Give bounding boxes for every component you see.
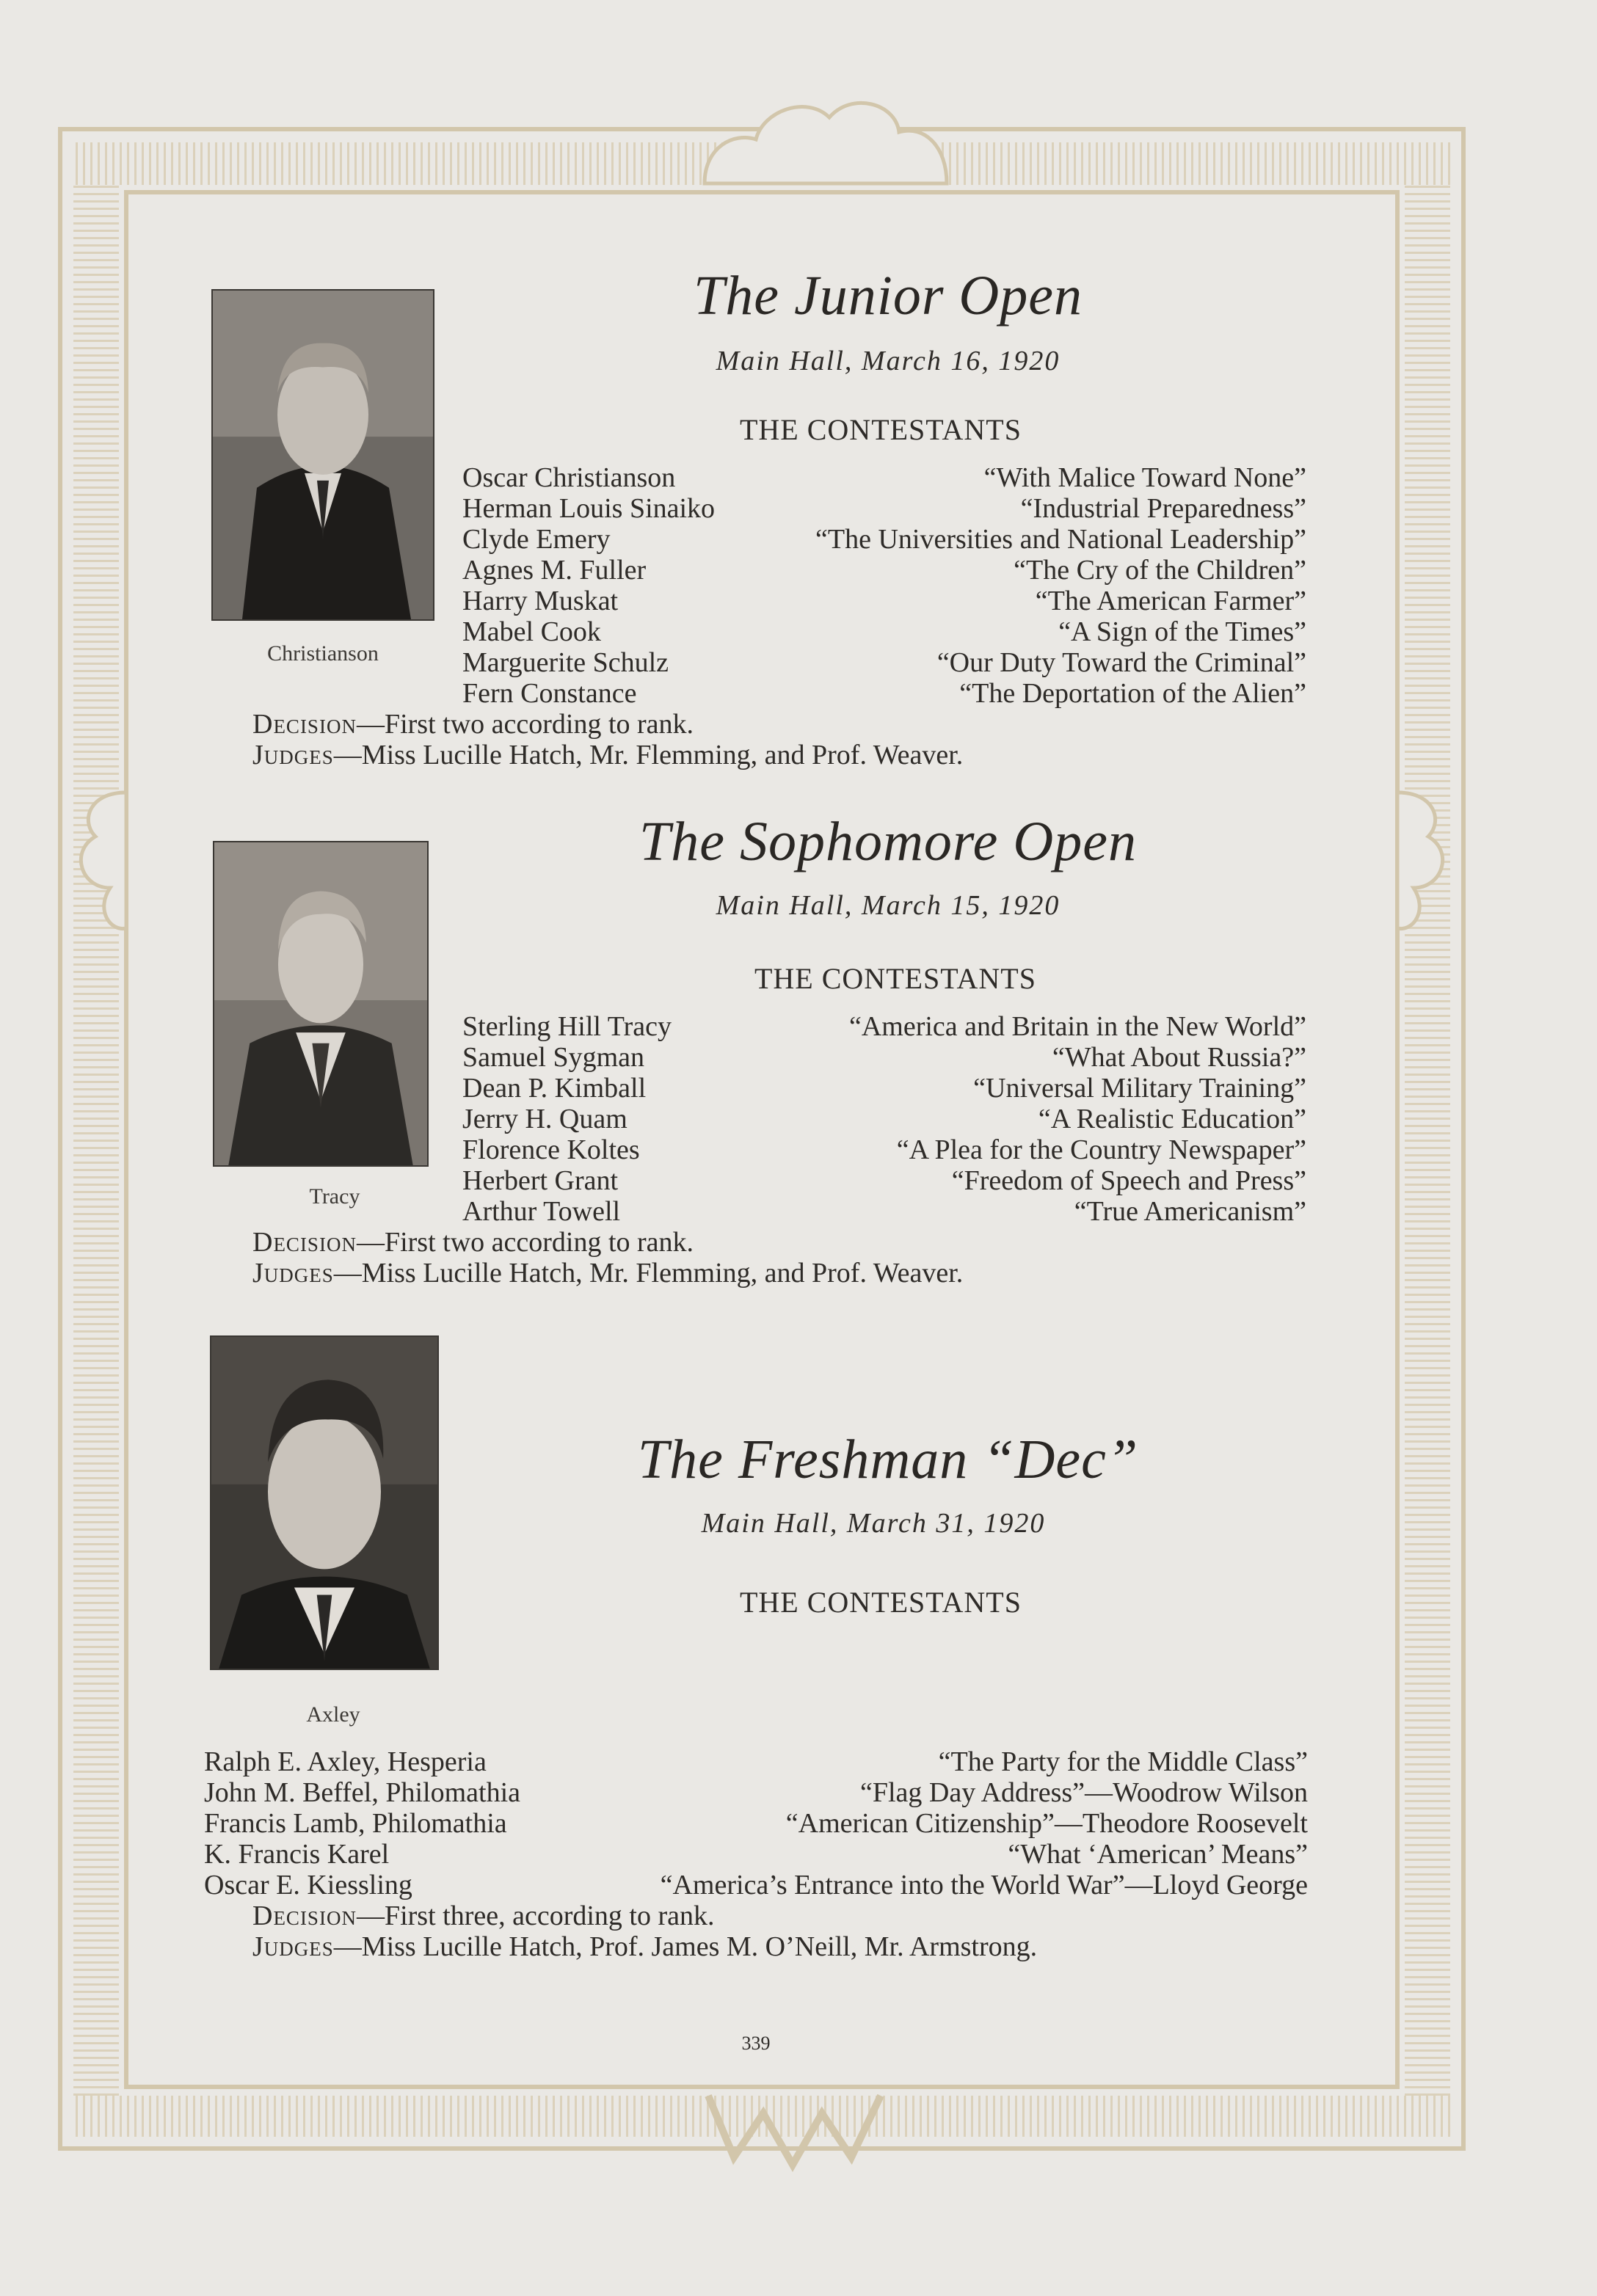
contestant-name: Florence Koltes bbox=[462, 1134, 640, 1165]
decision-text: —First two according to rank. bbox=[356, 709, 694, 740]
speech-title: “The Party for the Middle Class” bbox=[938, 1746, 1308, 1777]
contestants-heading: THE CONTESTANTS bbox=[739, 1586, 1022, 1619]
contestant-row bbox=[462, 647, 1306, 678]
decision-text: —First three, according to rank. bbox=[356, 1900, 715, 1931]
section-title: The Junior Open bbox=[693, 265, 1083, 327]
speech-title: “Flag Day Address”—Woodrow Wilson bbox=[859, 1777, 1308, 1808]
contestant-name: Agnes M. Fuller bbox=[462, 555, 647, 586]
contestant-name: Sterling Hill Tracy bbox=[462, 1011, 672, 1042]
contestant-row bbox=[462, 1104, 1306, 1134]
contestant-name: Oscar Christianson bbox=[462, 462, 676, 493]
contestant-name: Harry Muskat bbox=[462, 586, 619, 616]
contestant-row bbox=[204, 1777, 1308, 1808]
contestant-row bbox=[462, 524, 1306, 555]
contestant-name: Ralph E. Axley, Hesperia bbox=[204, 1746, 487, 1777]
judges-label: Judges bbox=[252, 1931, 334, 1962]
contestant-row bbox=[462, 493, 1306, 524]
contestant-row bbox=[462, 616, 1306, 647]
contestant-row bbox=[462, 555, 1306, 586]
portrait-photo-axley bbox=[210, 1335, 439, 1670]
section-title: The Freshman “Dec” bbox=[637, 1429, 1139, 1490]
contestant-name: Samuel Sygman bbox=[462, 1042, 645, 1073]
decision-label: Decision bbox=[252, 709, 357, 740]
judges-line bbox=[252, 740, 963, 770]
contestant-name: Dean P. Kimball bbox=[462, 1073, 647, 1104]
contestant-row bbox=[462, 462, 1306, 493]
contestant-row bbox=[204, 1839, 1308, 1870]
contestant-name: K. Francis Karel bbox=[204, 1839, 390, 1870]
event-venue-date: Main Hall, March 31, 1920 bbox=[701, 1508, 1046, 1539]
contestant-name: Fern Constance bbox=[462, 678, 637, 709]
speech-title: “America and Britain in the New World” bbox=[848, 1011, 1306, 1042]
contestants-heading: THE CONTESTANTS bbox=[739, 413, 1022, 446]
speech-title: “A Realistic Education” bbox=[1038, 1104, 1306, 1134]
contestant-row bbox=[462, 1011, 1306, 1042]
speech-title: “America’s Entrance into the World War”—Lloyd George bbox=[660, 1870, 1308, 1900]
speech-title: “The Universities and National Leadership” bbox=[815, 524, 1306, 555]
contestant-name: Mabel Cook bbox=[462, 616, 601, 647]
decision-text: —First two according to rank. bbox=[356, 1227, 694, 1258]
decision-line bbox=[252, 1227, 694, 1258]
contestant-row bbox=[204, 1808, 1308, 1839]
page-number: 339 bbox=[741, 2033, 771, 2054]
contestant-row bbox=[204, 1746, 1308, 1777]
judges-text: —Miss Lucille Hatch, Mr. Flemming, and Prof. Weaver. bbox=[333, 1258, 964, 1289]
decision-label: Decision bbox=[252, 1900, 357, 1931]
contestant-name: Herman Louis Sinaiko bbox=[462, 493, 716, 524]
contestant-row bbox=[462, 1196, 1306, 1227]
contestants-heading: THE CONTESTANTS bbox=[754, 962, 1036, 995]
speech-title: “The American Farmer” bbox=[1035, 586, 1306, 616]
contestant-row bbox=[462, 1134, 1306, 1165]
judges-line bbox=[252, 1258, 963, 1289]
portrait-photo-tracy bbox=[213, 841, 429, 1167]
contestant-name: Oscar E. Kiessling bbox=[204, 1870, 412, 1900]
contestant-name: Marguerite Schulz bbox=[462, 647, 669, 678]
contestant-name: Arthur Towell bbox=[462, 1196, 621, 1227]
speech-title: “Our Duty Toward the Criminal” bbox=[936, 647, 1306, 678]
contestant-row bbox=[462, 1042, 1306, 1073]
photo-caption: Christianson bbox=[267, 641, 379, 666]
contestant-row bbox=[204, 1870, 1308, 1900]
speech-title: “American Citizenship”—Theodore Roosevelt bbox=[785, 1808, 1308, 1839]
speech-title: “Freedom of Speech and Press” bbox=[951, 1165, 1306, 1196]
contestant-row bbox=[462, 1073, 1306, 1104]
speech-title: “A Plea for the Country Newspaper” bbox=[896, 1134, 1306, 1165]
speech-title: “With Malice Toward None” bbox=[983, 462, 1306, 493]
speech-title: “True Americanism” bbox=[1074, 1196, 1306, 1227]
speech-title: “The Cry of the Children” bbox=[1014, 555, 1306, 586]
portrait-photo-christianson bbox=[211, 289, 434, 621]
event-venue-date: Main Hall, March 16, 1920 bbox=[716, 346, 1061, 376]
photo-caption: Tracy bbox=[309, 1184, 360, 1209]
judges-label: Judges bbox=[252, 1258, 334, 1289]
judges-text: —Miss Lucille Hatch, Prof. James M. O’Neill, Mr. Armstrong. bbox=[333, 1931, 1038, 1962]
contestant-row bbox=[462, 678, 1306, 709]
contestant-row bbox=[462, 1165, 1306, 1196]
event-venue-date: Main Hall, March 15, 1920 bbox=[716, 890, 1061, 921]
contestant-row bbox=[462, 586, 1306, 616]
judges-line bbox=[252, 1931, 1037, 1962]
contestant-name: John M. Beffel, Philomathia bbox=[204, 1777, 520, 1808]
decision-label: Decision bbox=[252, 1227, 357, 1258]
contestant-name: Jerry H. Quam bbox=[462, 1104, 627, 1134]
contestant-name: Francis Lamb, Philomathia bbox=[204, 1808, 507, 1839]
photo-caption: Axley bbox=[306, 1702, 360, 1727]
speech-title: “Universal Military Training” bbox=[973, 1073, 1306, 1104]
decision-line bbox=[252, 1900, 714, 1931]
judges-label: Judges bbox=[252, 740, 334, 770]
contestant-name: Clyde Emery bbox=[462, 524, 611, 555]
speech-title: “Industrial Preparedness” bbox=[1020, 493, 1306, 524]
judges-text: —Miss Lucille Hatch, Mr. Flemming, and Prof. Weaver. bbox=[333, 740, 964, 770]
speech-title: “A Sign of the Times” bbox=[1058, 616, 1306, 647]
speech-title: “What ‘American’ Means” bbox=[1008, 1839, 1308, 1870]
speech-title: “The Deportation of the Alien” bbox=[959, 678, 1306, 709]
section-title: The Sophomore Open bbox=[639, 811, 1137, 872]
contestant-name: Herbert Grant bbox=[462, 1165, 619, 1196]
decision-line bbox=[252, 709, 694, 740]
speech-title: “What About Russia?” bbox=[1052, 1042, 1306, 1073]
